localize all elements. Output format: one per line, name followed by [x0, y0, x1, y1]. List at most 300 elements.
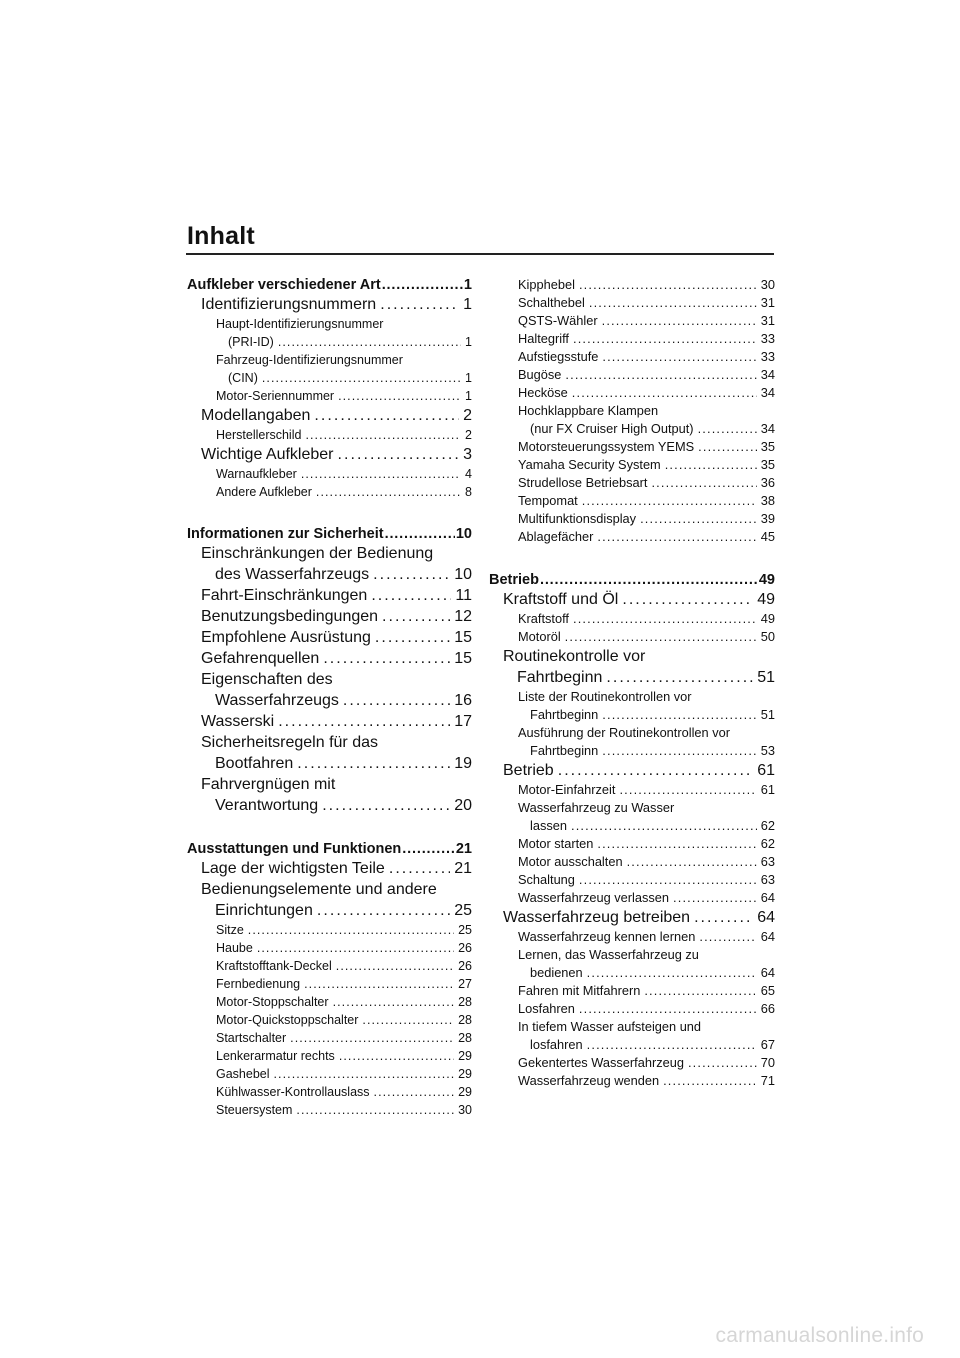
toc-page-number: 4	[465, 467, 472, 481]
toc-page-number: 21	[455, 841, 472, 857]
toc-entry-label: Lenkerarmatur rechts	[216, 1049, 335, 1063]
toc-entry-label: Motoröl	[518, 629, 561, 644]
toc-entry[interactable]	[489, 688, 775, 724]
toc-entry-label: Kipphebel	[518, 277, 575, 292]
toc-entry-label: Wasserfahrzeug wenden	[518, 1073, 660, 1088]
toc-entry[interactable]	[489, 366, 775, 384]
toc-page-number: 31	[760, 313, 775, 328]
toc-entry-label: Aufkleber verschiedener Art	[187, 277, 381, 293]
toc-entry[interactable]	[187, 543, 472, 585]
toc-page-number: 34	[760, 385, 775, 400]
toc-entry-label: Wasserfahrzeug betreiben	[503, 909, 691, 926]
toc-entry-label-continuation: losfahren	[530, 1037, 583, 1052]
dot-leader	[582, 492, 757, 510]
dot-leader	[262, 369, 461, 387]
toc-entry[interactable]	[489, 528, 775, 546]
dot-leader	[665, 456, 757, 474]
toc-entry[interactable]	[489, 889, 775, 907]
toc-entry-label-continuation: Verantwortung	[215, 797, 319, 814]
toc-entry-label-continuation: (CIN)	[228, 371, 258, 385]
toc-entry-label-continuation: (nur FX Cruiser High Output)	[530, 421, 694, 436]
toc-entry[interactable]	[489, 330, 775, 348]
dot-leader	[304, 975, 454, 993]
toc-entry-label: Kühlwasser-Kontrollauslass	[216, 1085, 370, 1099]
toc-entry-label-continuation: lassen	[530, 818, 567, 833]
dot-leader	[587, 964, 757, 982]
toc-page-number: 65	[760, 983, 775, 998]
toc-entry[interactable]	[489, 402, 775, 438]
dot-leader	[305, 426, 461, 444]
toc-page-number: 30	[458, 1103, 472, 1117]
dot-leader	[673, 889, 757, 907]
toc-page-number: 64	[757, 909, 775, 926]
toc-page-number: 34	[760, 421, 775, 436]
toc-entry-label-continuation: Fahrtbeginn	[530, 743, 599, 758]
toc-entry[interactable]	[187, 1011, 472, 1029]
toc-entry-label: Haupt-Identifizierungsnummer	[216, 317, 384, 331]
toc-page-number: 12	[454, 608, 472, 625]
toc-page-number: 39	[760, 511, 775, 526]
toc-entry[interactable]	[489, 853, 775, 871]
toc-entry-label: Aufstiegsstufe	[518, 349, 599, 364]
toc-page-number: 2	[465, 428, 472, 442]
toc-entry-label: Fahren mit Mitfahrern	[518, 983, 641, 998]
toc-entry[interactable]	[187, 294, 472, 315]
toc-entry-label: Kraftstoff	[518, 611, 569, 626]
toc-page-number: 64	[760, 929, 775, 944]
toc-entry-label: Wasserfahrzeug verlassen	[518, 890, 670, 905]
toc-entry-label: Haltegriff	[518, 331, 569, 346]
toc-entry[interactable]	[489, 1054, 775, 1072]
toc-entry-label: Eigenschaften des	[201, 671, 333, 688]
toc-page-number: 28	[458, 1013, 472, 1027]
toc-entry-label: Sicherheitsregeln für das	[201, 734, 378, 751]
toc-page-number: 8	[465, 485, 472, 499]
toc-entry-label: Hecköse	[518, 385, 568, 400]
toc-page-number: 19	[454, 755, 472, 772]
toc-entry[interactable]	[187, 465, 472, 483]
toc-entry-label: Kraftstoff und Öl	[503, 591, 619, 608]
toc-page-number: 71	[760, 1073, 775, 1088]
toc-entry-label: Losfahren	[518, 1001, 575, 1016]
dot-leader	[698, 420, 757, 438]
dot-leader	[651, 474, 756, 492]
toc-list-right	[489, 276, 775, 1090]
dot-leader	[558, 760, 754, 781]
toc-page-number: 49	[757, 591, 775, 608]
toc-entry-label: Startschalter	[216, 1031, 287, 1045]
toc-page-number: 33	[760, 331, 775, 346]
toc-entry[interactable]	[187, 1047, 472, 1065]
toc-page-number: 28	[458, 1031, 472, 1045]
toc-entry-label: Wasserfahrzeug kennen lernen	[518, 929, 696, 944]
toc-page-number: 25	[454, 902, 472, 919]
toc-entry[interactable]	[489, 571, 775, 589]
dot-leader	[644, 982, 756, 1000]
toc-entry[interactable]	[187, 858, 472, 879]
toc-entry[interactable]	[187, 585, 472, 606]
dot-leader	[343, 690, 450, 711]
toc-entry[interactable]	[489, 1018, 775, 1054]
toc-page-number: 34	[760, 367, 775, 382]
toc-page-number: 16	[454, 692, 472, 709]
toc-entry-label: Liste der Routinekontrollen vor	[518, 689, 692, 704]
toc-entry-label: Fahrt-Einschränkungen	[201, 587, 368, 604]
dot-leader	[640, 510, 757, 528]
toc-entry-label: Motor-Seriennummer	[216, 389, 335, 403]
toc-entry-label-continuation: des Wasserfahrzeugs	[215, 566, 370, 583]
toc-entry[interactable]	[187, 606, 472, 627]
toc-entry[interactable]	[489, 384, 775, 402]
toc-page-number: 29	[458, 1049, 472, 1063]
dot-leader	[362, 1011, 454, 1029]
dot-leader	[573, 610, 757, 628]
toc-entry[interactable]	[187, 840, 472, 858]
dot-leader	[333, 993, 455, 1011]
toc-entry[interactable]	[187, 315, 472, 351]
toc-page-number: 29	[458, 1085, 472, 1099]
toc-entry[interactable]	[489, 312, 775, 330]
toc-page-number: 63	[760, 854, 775, 869]
toc-entry[interactable]	[489, 646, 775, 688]
toc-entry[interactable]	[187, 1083, 472, 1101]
toc-list-left	[187, 276, 472, 1119]
toc-entry[interactable]	[489, 760, 775, 781]
dot-leader	[402, 840, 455, 858]
toc-entry-label-continuation: Wasserfahrzeugs	[215, 692, 339, 709]
dot-leader	[602, 348, 756, 366]
toc-entry-label: Gekentertes Wasserfahrzeug	[518, 1055, 684, 1070]
toc-entry[interactable]	[489, 871, 775, 889]
toc-entry-label: Benutzungsbedingungen	[201, 608, 379, 625]
toc-entry[interactable]	[489, 456, 775, 474]
toc-page-number: 26	[458, 941, 472, 955]
toc-entry[interactable]	[187, 483, 472, 501]
dot-leader	[338, 444, 460, 465]
dot-leader	[274, 1065, 455, 1083]
toc-page-number: 50	[760, 629, 775, 644]
toc-page-number: 62	[760, 818, 775, 833]
toc-entry-label: Ausführung der Routinekontrollen vor	[518, 725, 730, 740]
toc-entry-label-continuation: Einrichtungen	[215, 902, 313, 919]
toc-entry-label-continuation: bedienen	[530, 965, 583, 980]
toc-entry[interactable]	[489, 492, 775, 510]
dot-leader	[323, 648, 450, 669]
toc-page-number: 67	[760, 1037, 775, 1052]
toc-entry-label: Motor-Einfahrzeit	[518, 782, 616, 797]
toc-page-number: 53	[760, 743, 775, 758]
toc-entry[interactable]	[187, 648, 472, 669]
toc-page-number: 30	[760, 277, 775, 292]
toc-entry[interactable]	[489, 276, 775, 294]
toc-entry-label: Ausstattungen und Funktionen	[187, 841, 402, 857]
dot-leader	[375, 627, 450, 648]
dot-leader	[587, 1036, 757, 1054]
toc-page-number: 29	[458, 1067, 472, 1081]
toc-page-number: 70	[760, 1055, 775, 1070]
toc-entry[interactable]	[489, 610, 775, 628]
dot-leader	[597, 835, 756, 853]
toc-entry[interactable]	[187, 879, 472, 921]
dot-leader	[572, 384, 757, 402]
toc-page-number: 1	[465, 335, 472, 349]
toc-entry-label: Motor ausschalten	[518, 854, 623, 869]
dot-leader	[389, 858, 450, 879]
toc-entry[interactable]	[489, 946, 775, 982]
dot-leader	[317, 900, 450, 921]
dot-leader	[314, 405, 459, 426]
dot-leader	[579, 1000, 757, 1018]
toc-entry[interactable]	[187, 774, 472, 816]
toc-page-number: 63	[760, 872, 775, 887]
toc-page-number: 21	[454, 860, 472, 877]
toc-page-number: 10	[454, 566, 472, 583]
toc-page-number: 49	[760, 611, 775, 626]
toc-entry-label: Multifunktionsdisplay	[518, 511, 637, 526]
toc-page-number: 45	[760, 529, 775, 544]
toc-entry[interactable]	[187, 1101, 472, 1119]
toc-entry-label: Lernen, das Wasserfahrzeug zu	[518, 947, 699, 962]
page-title: Inhalt	[187, 222, 255, 250]
dot-leader	[290, 1029, 454, 1047]
toc-entry-label-continuation: (PRI-ID)	[228, 335, 274, 349]
dot-leader	[565, 366, 756, 384]
toc-page-number: 61	[760, 782, 775, 797]
toc-page-number: 1	[463, 296, 472, 313]
toc-page-number: 62	[760, 836, 775, 851]
toc-entry-label: Warnaufkleber	[216, 467, 297, 481]
toc-entry[interactable]	[187, 939, 472, 957]
toc-page-number: 1	[465, 389, 472, 403]
toc-entry-label-continuation: Fahrtbeginn	[517, 669, 603, 686]
dot-leader	[540, 571, 758, 589]
toc-entry-label: Empfohlene Ausrüstung	[201, 629, 371, 646]
dot-leader	[257, 939, 454, 957]
toc-entry-label: Fahrzeug-Identifizierungsnummer	[216, 353, 403, 367]
toc-entry[interactable]	[187, 276, 472, 294]
toc-entry-label: Routinekontrolle vor	[503, 648, 646, 665]
toc-entry-label: QSTS-Wähler	[518, 313, 598, 328]
dot-leader	[336, 957, 454, 975]
dot-leader	[698, 438, 757, 456]
toc-entry[interactable]	[187, 405, 472, 426]
toc-entry-label: Informationen zur Sicherheit	[187, 526, 384, 542]
toc-left-column	[187, 276, 472, 1119]
toc-entry-label: Steuersystem	[216, 1103, 293, 1117]
toc-entry-label: Herstellerschild	[216, 428, 302, 442]
toc-entry-label: Motor-Quickstoppschalter	[216, 1013, 359, 1027]
watermark: carmanualsonline.info	[715, 1324, 924, 1347]
dot-leader	[278, 333, 461, 351]
dot-leader	[694, 907, 753, 928]
toc-page-number: 10	[455, 526, 472, 542]
toc-entry[interactable]	[489, 781, 775, 799]
toc-entry[interactable]	[187, 993, 472, 1011]
toc-entry-label: Wasserfahrzeug zu Wasser	[518, 800, 675, 815]
toc-entry-label: Yamaha Security System	[518, 457, 661, 472]
toc-entry[interactable]	[489, 1000, 775, 1018]
dot-leader	[338, 387, 461, 405]
toc-page-number: 15	[454, 629, 472, 646]
dot-leader	[619, 781, 756, 799]
toc-page-number: 26	[458, 959, 472, 973]
toc-entry-label-continuation: Fahrtbeginn	[530, 707, 599, 722]
toc-entry[interactable]	[489, 348, 775, 366]
toc-page-number: 49	[758, 572, 775, 588]
toc-entry-label: Motorsteuerungssystem YEMS	[518, 439, 695, 454]
toc-page-number: 3	[463, 446, 472, 463]
toc-page-number: 31	[760, 295, 775, 310]
toc-entry-label: Hochklappbare Klampen	[518, 403, 659, 418]
dot-leader	[627, 853, 757, 871]
toc-entry[interactable]	[489, 628, 775, 646]
dot-leader	[382, 606, 450, 627]
toc-entry[interactable]	[187, 711, 472, 732]
toc-page-number: 27	[458, 977, 472, 991]
dot-leader	[301, 465, 461, 483]
toc-entry[interactable]	[489, 799, 775, 835]
dot-leader	[663, 1072, 757, 1090]
toc-entry-label: Modellangaben	[201, 407, 311, 424]
toc-entry[interactable]	[187, 351, 472, 387]
toc-entry[interactable]	[187, 426, 472, 444]
toc-entry-label-continuation: Bootfahren	[215, 755, 294, 772]
toc-page-number: 17	[454, 713, 472, 730]
dot-leader	[373, 564, 450, 585]
dot-leader	[248, 921, 454, 939]
dot-leader	[565, 628, 757, 646]
toc-entry[interactable]	[489, 982, 775, 1000]
toc-page-number: 28	[458, 995, 472, 1009]
toc-page-number: 64	[760, 890, 775, 905]
dot-leader	[602, 742, 756, 760]
toc-page-number: 33	[760, 349, 775, 364]
toc-entry-label: Andere Aufkleber	[216, 485, 312, 499]
dot-leader	[371, 585, 451, 606]
toc-entry[interactable]	[187, 975, 472, 993]
toc-entry[interactable]	[489, 294, 775, 312]
toc-entry-label: Betrieb	[503, 762, 554, 779]
toc-page-number: 61	[757, 762, 775, 779]
dot-leader	[597, 528, 756, 546]
toc-entry-label: Einschränkungen der Bedienung	[201, 545, 434, 562]
toc-entry[interactable]	[187, 957, 472, 975]
toc-page-number: 35	[760, 439, 775, 454]
toc-entry-label: Tempomat	[518, 493, 578, 508]
dot-leader	[382, 276, 463, 294]
toc-entry[interactable]	[489, 1072, 775, 1090]
toc-entry-label: Fernbedienung	[216, 977, 301, 991]
toc-entry-label: Bugöse	[518, 367, 562, 382]
toc-entry-label: Bedienungselemente und andere	[201, 881, 437, 898]
toc-page-number: 15	[454, 650, 472, 667]
dot-leader	[339, 1047, 454, 1065]
toc-entry[interactable]	[187, 921, 472, 939]
toc-entry[interactable]	[489, 928, 775, 946]
dot-leader	[380, 294, 459, 315]
toc-entry[interactable]	[489, 589, 775, 610]
dot-leader	[579, 276, 757, 294]
toc-entry-label: Strudellose Betriebsart	[518, 475, 648, 490]
toc-entry[interactable]	[489, 835, 775, 853]
toc-entry[interactable]	[187, 627, 472, 648]
toc-entry[interactable]	[489, 510, 775, 528]
dot-leader	[385, 525, 455, 543]
toc-entry-label: Wasserski	[201, 713, 275, 730]
toc-entry-label: Motor-Stoppschalter	[216, 995, 329, 1009]
dot-leader	[374, 1083, 455, 1101]
dot-leader	[688, 1054, 757, 1072]
toc-page-number: 35	[760, 457, 775, 472]
toc-right-column	[489, 276, 775, 1090]
toc-entry-label: Gefahrenquellen	[201, 650, 320, 667]
dot-leader	[278, 711, 450, 732]
toc-entry-label: Fahrvergnügen mit	[201, 776, 336, 793]
dot-leader	[579, 871, 757, 889]
toc-entry-label: Schalthebel	[518, 295, 585, 310]
toc-page-number: 51	[757, 669, 775, 686]
dot-leader	[699, 928, 756, 946]
toc-entry-label: Sitze	[216, 923, 244, 937]
toc-page-number: 51	[760, 707, 775, 722]
toc-page-number: 66	[760, 1001, 775, 1016]
toc-entry-label: In tiefem Wasser aufsteigen und	[518, 1019, 702, 1034]
toc-entry-label: Lage der wichtigsten Teile	[201, 860, 385, 877]
dot-leader	[296, 1101, 454, 1119]
toc-entry[interactable]	[489, 438, 775, 456]
toc-entry[interactable]	[187, 525, 472, 543]
toc-entry[interactable]	[187, 669, 472, 711]
toc-page-number: 64	[760, 965, 775, 980]
dot-leader	[589, 294, 757, 312]
toc-page-number: 1	[465, 371, 472, 385]
dot-leader	[297, 753, 450, 774]
toc-entry[interactable]	[187, 387, 472, 405]
dot-leader	[573, 330, 757, 348]
toc-entry[interactable]	[187, 1065, 472, 1083]
toc-entry[interactable]	[187, 1029, 472, 1047]
toc-entry-label: Schaltung	[518, 872, 575, 887]
toc-entry[interactable]	[489, 474, 775, 492]
toc-entry[interactable]	[187, 444, 472, 465]
toc-page-number: 20	[454, 797, 472, 814]
toc-page-number: 11	[455, 587, 472, 604]
dot-leader	[316, 483, 461, 501]
toc-entry-label: Kraftstofftank-Deckel	[216, 959, 332, 973]
toc-entry-label: Betrieb	[489, 572, 539, 588]
toc-page-number: 1	[463, 277, 472, 293]
dot-leader	[602, 312, 757, 330]
dot-leader	[606, 667, 753, 688]
toc-page-number: 25	[458, 923, 472, 937]
toc-entry[interactable]	[187, 732, 472, 774]
toc-entry[interactable]	[489, 907, 775, 928]
toc-entry-label: Gashebel	[216, 1067, 270, 1081]
title-divider	[186, 253, 774, 255]
toc-entry-label: Motor starten	[518, 836, 594, 851]
toc-entry-label: Ablagefächer	[518, 529, 594, 544]
toc-page-number: 2	[463, 407, 472, 424]
toc-page-number: 36	[760, 475, 775, 490]
dot-leader	[322, 795, 450, 816]
dot-leader	[571, 817, 757, 835]
toc-page-number: 38	[760, 493, 775, 508]
dot-leader	[622, 589, 753, 610]
toc-entry-label: Identifizierungsnummern	[201, 296, 377, 313]
toc-entry-label: Haube	[216, 941, 253, 955]
toc-entry[interactable]	[489, 724, 775, 760]
dot-leader	[602, 706, 756, 724]
